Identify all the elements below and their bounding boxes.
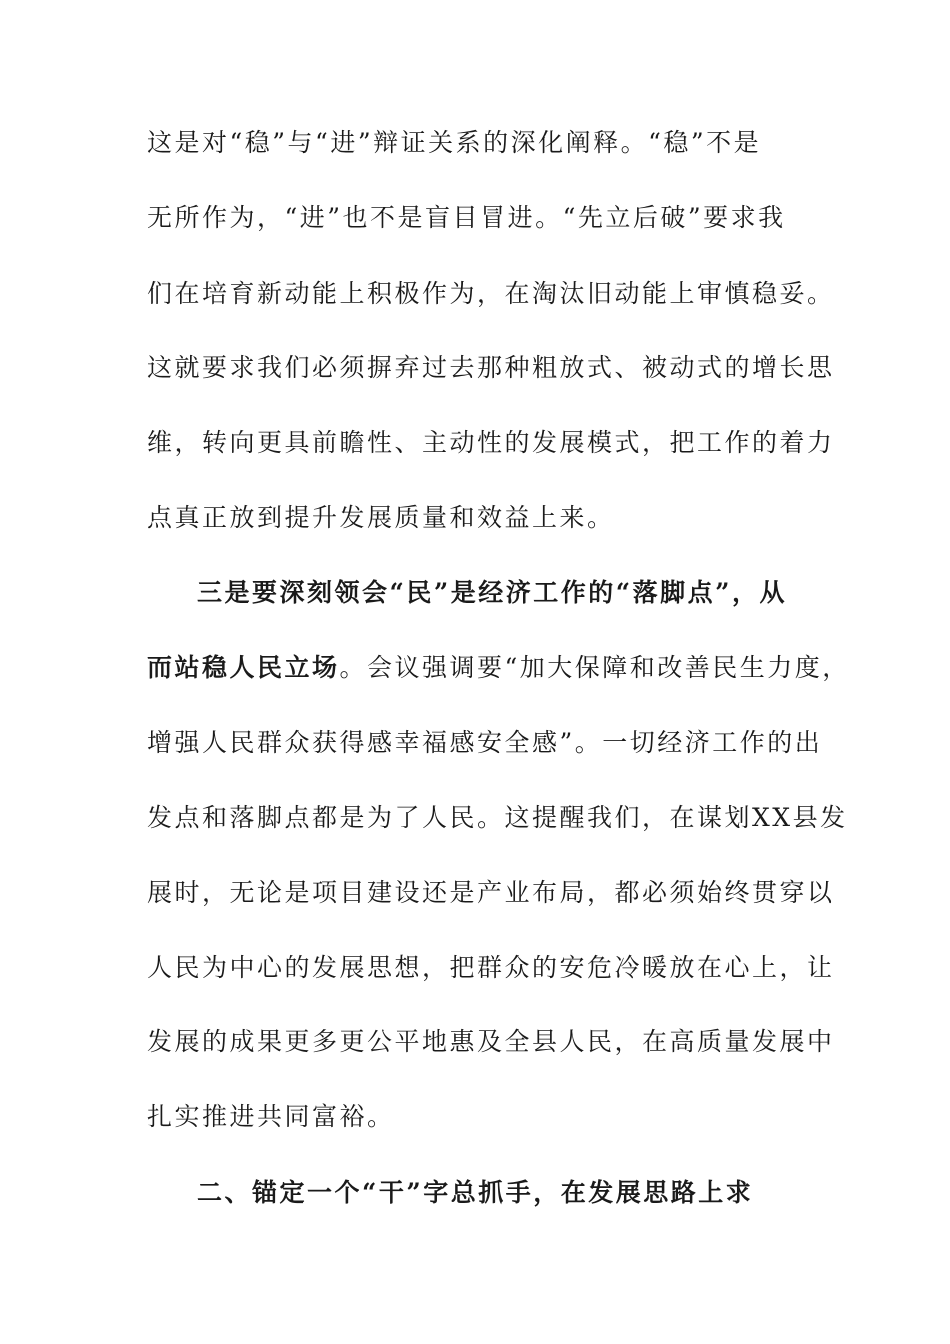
point-three-heading-end: 而站稳人民立场 [147,653,340,682]
paragraph-line: 们在培育新动能上积极作为，在淘汰旧动能上审慎稳妥。 [147,279,835,308]
paragraph-line: 发展的成果更多更公平地惠及全县人民，在高质量发展中 [147,1027,835,1056]
point-three-heading: 三是要深刻领会“民”是经济工作的“落脚点”，从 [197,578,788,607]
paragraph-line: 维，转向更具前瞻性、主动性的发展模式，把工作的着力 [147,428,835,457]
paragraph-line: 扎实推进共同富裕。 [147,1102,395,1131]
paragraph-line: 这就要求我们必须摒弃过去那种粗放式、被动式的增长思 [147,353,835,382]
paragraph-line: 点真正放到提升发展质量和效益上来。 [147,503,615,532]
paragraph-line: 展时，无论是项目建设还是产业布局，都必须始终贯穿以 [147,878,835,907]
paragraph-line: 人民为中心的发展思想，把群众的安危冷暖放在心上，让 [147,953,835,982]
section-two-heading: 二、锚定一个“干”字总抓手，在发展思路上求 [197,1178,754,1207]
paragraph-line: 发点和落脚点都是为了人民。这提醒我们，在谋划XX县发 [147,803,848,832]
paragraph-line: 无所作为，“进”也不是盲目冒进。“先立后破”要求我 [147,203,786,232]
paragraph-line: 增强人民群众获得感幸福感安全感”。一切经济工作的出 [147,728,823,757]
point-three-text: 。会议强调要“加大保障和改善民生力度， [339,653,850,682]
point-three-line [147,653,850,683]
paragraph-line: 这是对“稳”与“进”辩证关系的深化阐释。“稳”不是 [147,128,762,157]
